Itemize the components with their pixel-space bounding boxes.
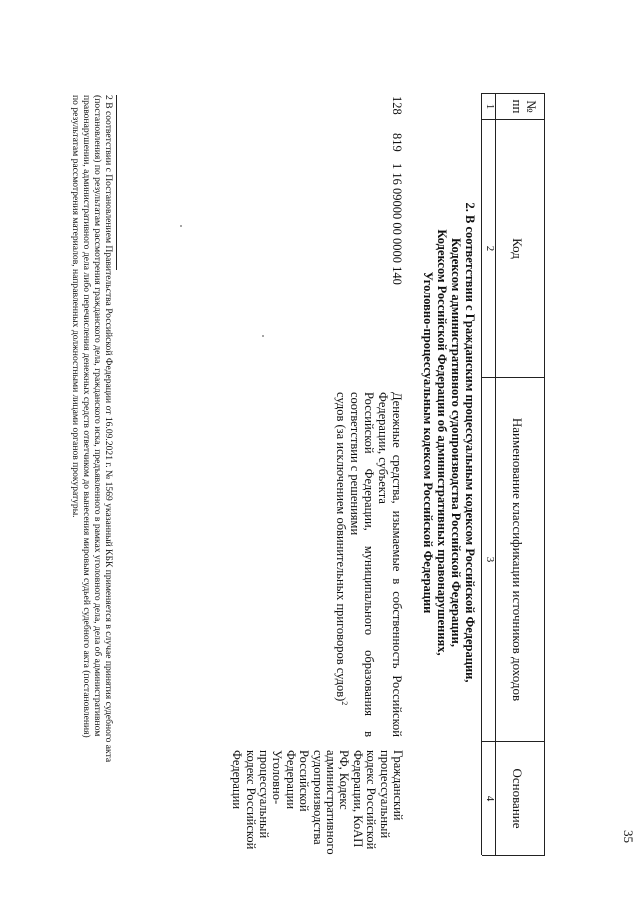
- basis-line: кодекс Российской: [243, 750, 258, 850]
- basis-line: Гражданский: [391, 750, 405, 821]
- footnote-reference: 2: [340, 701, 350, 706]
- section-title-line-2: Кодексом административного судопроизводства Российской Федерации,: [449, 238, 463, 647]
- column-number-1: 1: [484, 103, 496, 110]
- basis-line: процессуальный: [377, 750, 392, 839]
- description-line-1: Денежные средства, изымаемые в собственность Российской Федерации, субъекта: [376, 392, 404, 737]
- header-code: Код: [510, 238, 525, 259]
- column-number-3: 3: [484, 556, 496, 563]
- description-line-2: Российской Федерации, муниципального образования в соответствии с решениями: [348, 392, 376, 737]
- page-number: 35: [621, 830, 636, 843]
- description-line-3: [334, 392, 348, 737]
- footnote-line-3: правонарушении, административного дела либо перечисления денежных средств ответчиком до вынесения мировым судьей судебного акта (постановления): [81, 95, 92, 738]
- legal-basis: [230, 750, 405, 855]
- basis-line: Российской: [297, 750, 312, 812]
- basis-line: административного: [323, 750, 338, 855]
- header-num: [510, 94, 538, 119]
- column-divider-right: [482, 855, 545, 856]
- footnote-line-4: по результатам рассмотрения материалов, направленных должностными лицами органов прокуратуры.: [70, 95, 81, 518]
- kbk-code: 1 16 09000 00 0000 140: [390, 163, 404, 285]
- section-title-line-3: Кодексом Российской Федерации об административных правонарушениях,: [435, 229, 449, 656]
- basis-line: процессуальный: [256, 750, 271, 839]
- basis-line: судопроизводства: [310, 750, 325, 845]
- basis-line: кодекс Российской: [364, 750, 379, 850]
- basis-line: Федерации: [283, 750, 298, 810]
- column-number-4: 4: [484, 795, 496, 802]
- header-num-line-1: №: [524, 100, 539, 113]
- section-title-line-4: Уголовно-процессуальным кодексом Российской Федерации: [421, 271, 435, 614]
- basis-line: Федерации, КоАП: [350, 750, 365, 848]
- column-number-2: 2: [484, 245, 496, 252]
- section-title: [421, 170, 477, 715]
- row-number: 128: [390, 96, 404, 115]
- footnote: [70, 95, 114, 855]
- footnote-line-2: (постановления) по результатам рассмотрения гражданского дела, гражданского иска, предъявленного в рамках уголовного дела, дела об административном: [92, 95, 103, 737]
- description-line-3-text: судов (за исключением обвинительных приговоров судов): [334, 392, 348, 702]
- section-title-line-1: 2. В соответствии с Гражданским процессуальным кодексом Российской Федерации,: [463, 202, 477, 683]
- header-name: Наименование классификации источников доходов: [510, 417, 525, 702]
- basis-line: Федерации: [230, 750, 245, 810]
- income-description: [334, 392, 404, 737]
- scan-speck: [262, 335, 264, 337]
- basis-line: Уголовно-: [270, 750, 285, 805]
- header-basis: Основание: [510, 768, 525, 829]
- basis-line: РФ, Кодекс: [337, 750, 352, 810]
- footnote-line-1: 2 В соответствии с Постановлением Правительства Российской Федерации от 16.09.2021 г. № 1569 указанный КБК применяется в случае принятия судебного акта: [103, 95, 114, 763]
- footnote-separator: [116, 95, 117, 270]
- scan-speck: [180, 225, 182, 227]
- admin-code: 819: [390, 133, 404, 152]
- header-num-line-2: пп: [510, 99, 525, 114]
